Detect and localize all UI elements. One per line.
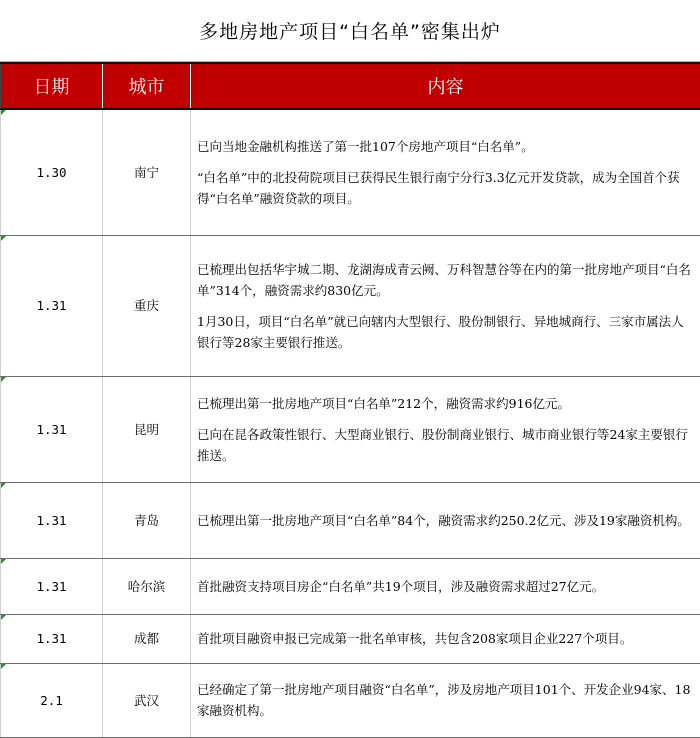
date-value: 2.1 [40, 693, 63, 708]
content-paragraph: 已梳理出第一批房地产项目“白名单”84个，融资需求约250.2亿元、涉及19家融资机构。 [197, 510, 692, 531]
date-cell[interactable] [1, 109, 103, 235]
date-cell[interactable] [1, 614, 103, 663]
date-value: 1.31 [36, 513, 66, 528]
content-paragraph: 已向当地金融机构推送了第一批107个房地产项目“白名单”。 [197, 136, 692, 157]
date-cell[interactable] [1, 376, 103, 482]
content-cell[interactable] [191, 663, 700, 737]
table-row [1, 482, 700, 558]
content-cell[interactable] [191, 482, 700, 558]
table-row [1, 558, 700, 614]
comment-marker-icon [1, 110, 6, 115]
content-paragraph: 已经确定了第一批房地产项目融资“白名单”，涉及房地产项目101个、开发企业94家、18家融资机构。 [197, 679, 692, 721]
content-cell[interactable] [191, 558, 700, 614]
date-cell[interactable] [1, 558, 103, 614]
content-cell[interactable] [191, 376, 700, 482]
city-cell[interactable]: 重庆 [103, 235, 191, 376]
table-row [1, 614, 700, 663]
header-content[interactable]: 内容 [191, 63, 700, 109]
date-value: 1.31 [36, 422, 66, 437]
table-row [1, 663, 700, 737]
comment-marker-icon [1, 664, 6, 669]
date-cell[interactable] [1, 482, 103, 558]
city-cell[interactable]: 武汉 [103, 663, 191, 737]
city-cell[interactable]: 昆明 [103, 376, 191, 482]
city-cell[interactable]: 青岛 [103, 482, 191, 558]
content-paragraph: 1月30日，项目“白名单”就已向辖内大型银行、股份制银行、异地城商行、三家市属法人银行等28家主要银行推送。 [197, 311, 692, 353]
content-paragraph: 已向在昆各政策性银行、大型商业银行、股份制商业银行、城市商业银行等24家主要银行推送。 [197, 424, 692, 466]
content-paragraph: 首批项目融资申报已完成第一批名单审核，共包含208家项目企业227个项目。 [197, 628, 692, 649]
header-row [1, 63, 700, 109]
date-value: 1.31 [36, 298, 66, 313]
date-cell[interactable] [1, 663, 103, 737]
content-paragraph: 已梳理出包括华宇城二期、龙湖海成青云阙、万科智慧谷等在内的第一批房地产项目“白名单”314个，融资需求约830亿元。 [197, 259, 692, 301]
city-cell[interactable]: 南宁 [103, 109, 191, 235]
content-paragraph: 已梳理出第一批房地产项目“白名单”212个，融资需求约916亿元。 [197, 393, 692, 414]
date-cell[interactable] [1, 235, 103, 376]
content-cell[interactable] [191, 235, 700, 376]
header-date[interactable]: 日期 [1, 63, 103, 109]
comment-marker-icon [1, 559, 6, 564]
city-cell[interactable]: 成都 [103, 614, 191, 663]
date-value: 1.31 [36, 579, 66, 594]
comment-marker-icon [1, 236, 6, 241]
table-row [1, 376, 700, 482]
content-paragraph: 首批融资支持项目房企“白名单”共19个项目，涉及融资需求超过27亿元。 [197, 576, 692, 597]
content-cell[interactable] [191, 614, 700, 663]
comment-marker-icon [1, 615, 6, 620]
date-value: 1.30 [36, 165, 66, 180]
content-cell[interactable] [191, 109, 700, 235]
whitelist-table [0, 62, 700, 738]
header-city[interactable]: 城市 [103, 63, 191, 109]
date-value: 1.31 [36, 631, 66, 646]
table-row [1, 235, 700, 376]
comment-marker-icon [1, 483, 6, 488]
table-row [1, 109, 700, 235]
city-cell[interactable]: 哈尔滨 [103, 558, 191, 614]
sheet-title: 多地房地产项目“白名单”密集出炉 [0, 0, 700, 62]
comment-marker-icon [1, 377, 6, 382]
content-paragraph: “白名单”中的北投荷院项目已获得民生银行南宁分行3.3亿元开发贷款，成为全国首个获得“白名单”融资贷款的项目。 [197, 167, 692, 209]
